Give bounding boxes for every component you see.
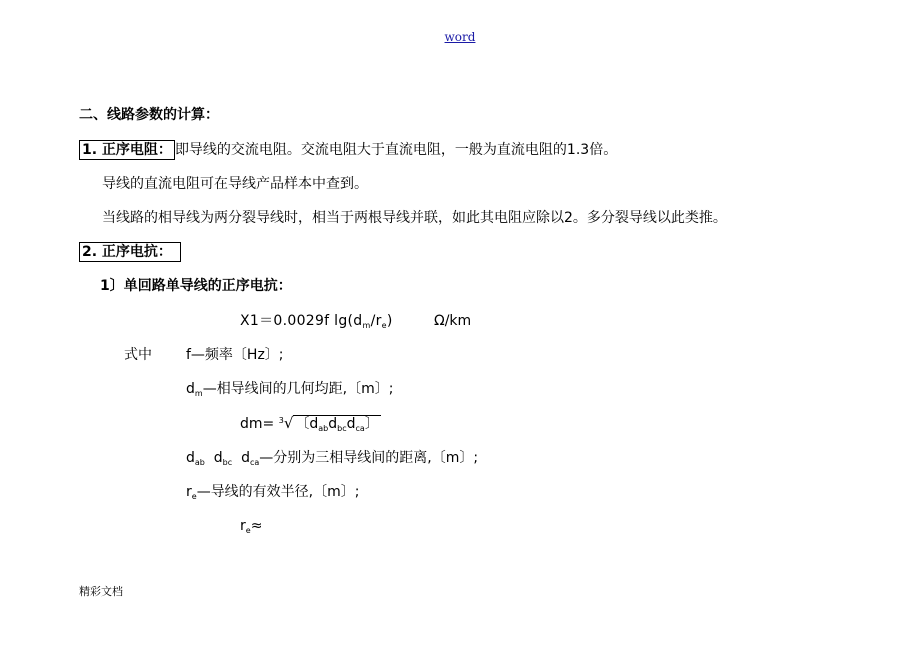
re-definition [186,482,360,502]
item1-label: 1. 正序电阻： [79,140,175,160]
formula-sub-e: e [381,321,387,330]
re-sub: e [191,492,197,501]
root-index: 3 [278,416,284,425]
sub-bc: bc [337,424,347,433]
dm-equation [240,413,381,434]
dist-sub-bc: bc [222,458,233,467]
dist-sub-ab: ab [194,458,205,467]
re-text: —导线的有效半径,〔m〕; [196,484,360,500]
re-approx-sub: e [245,526,251,535]
item1-line3: 当线路的相导线为两分裂导线时，相当于两根导线并联，如此其电阻应除以2。多分裂导线以此类推。 [102,210,727,226]
formula-unit: Ω/km [434,313,472,329]
dm-definition [186,379,394,399]
formula-close: ) [386,313,393,329]
dm-d: d [186,381,195,397]
f-definition: f—频率〔Hz〕; [186,347,284,363]
radicand-close: 〕 [364,416,379,432]
item2-line [79,242,181,262]
formula-lhs: X1＝0.0029f lg(d [240,313,363,329]
radicand-d2: d [328,416,338,432]
re-approx-sign: ≈ [250,518,263,534]
formula-slash-r: /r [370,313,382,329]
re-approx-r: r [240,518,246,534]
dist-d3: d [241,450,250,466]
dist-text: —分别为三相导线间的距离,〔m〕; [259,450,479,466]
sub-ca: ca [355,424,365,433]
item2-label: 2. 正序电抗： [79,242,181,262]
section-title: 二、线路参数的计算： [79,107,219,123]
item1-text: 即导线的交流电阻。交流电阻大于直流电阻，一般为直流电阻的1.3倍。 [174,142,618,158]
dm-eq-lhs: dm= [240,416,279,432]
footer-text: 精彩文档 [79,585,123,598]
radical-sign: √ [283,414,294,432]
radicand-d3: d [346,416,356,432]
radicand-open: 〔d [295,416,319,432]
sub-ab: ab [318,424,329,433]
shizhong-label: 式中 [124,347,152,363]
dm-sub: m [194,389,203,398]
item1-line [79,140,617,160]
formula-sub-m: m [362,321,371,330]
dist-sub-ca: ca [249,458,260,467]
dist-d2: d [213,450,223,466]
subsection-title: 1〕单回路单导线的正序电抗： [100,278,292,294]
re-approx [240,516,262,536]
re-r: r [186,484,192,500]
dist-d1: d [186,450,195,466]
distance-definition [186,448,478,468]
header-word-link[interactable]: word [444,30,476,44]
item1-line2: 导线的直流电阻可在导线产品样本中查到。 [102,176,368,192]
dm-text: —相导线间的几何均距,〔m〕; [202,381,394,397]
reactance-formula [240,311,393,331]
radicand [293,415,380,432]
